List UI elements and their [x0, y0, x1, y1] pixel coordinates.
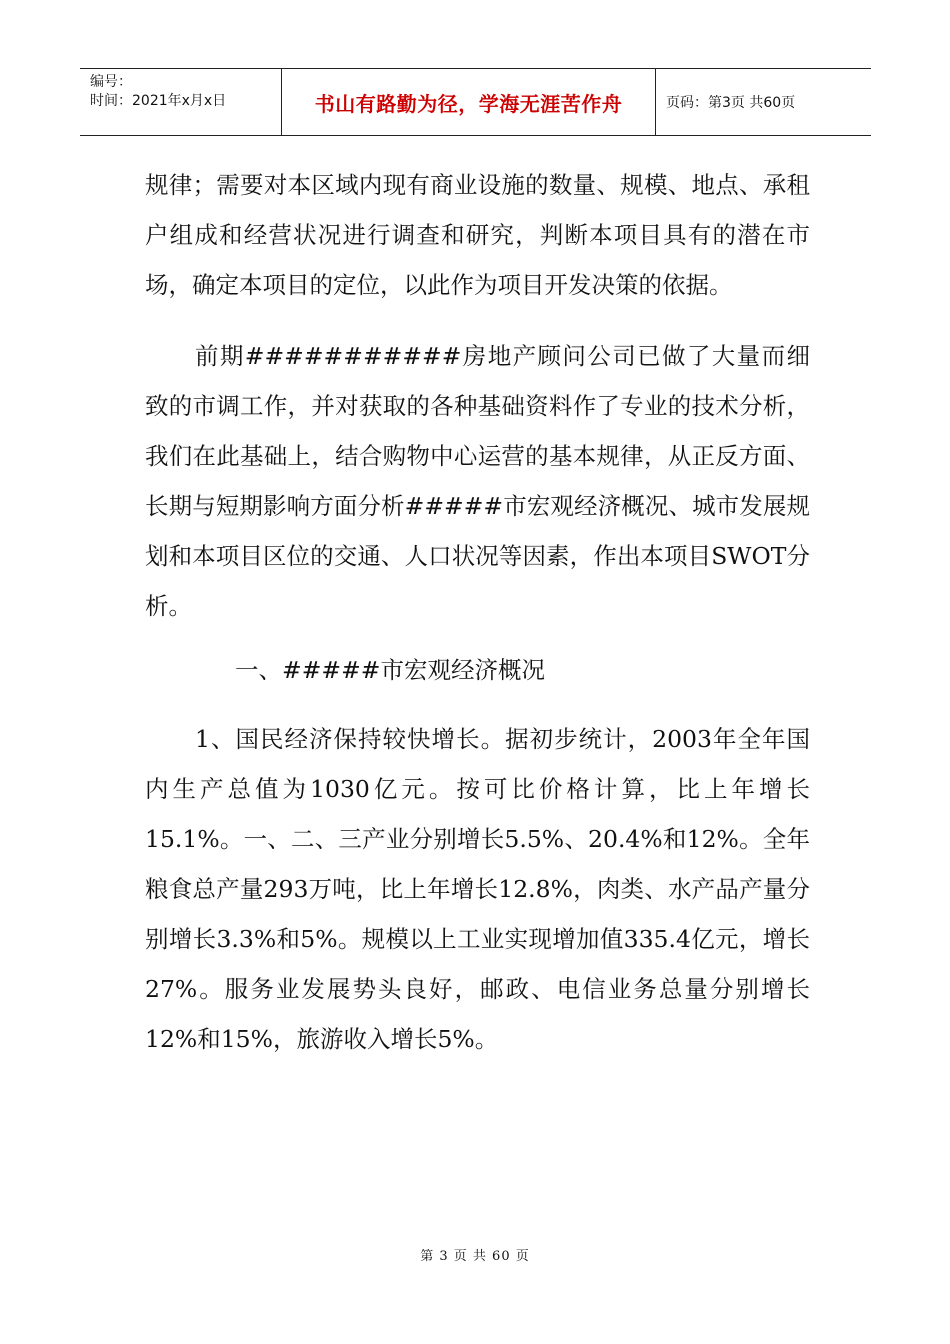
document-number-label: 编号： — [90, 74, 132, 90]
page-footer: 第 3 页 共 60 页 — [420, 1249, 530, 1264]
document-time-label: 时间：2021年x月x日 — [90, 93, 227, 109]
paragraph-economy-growth: 1、国民经济保持较快增长。据初步统计，2003年全年国内生产总值为1030亿元。按可比价格计算，比上年增长15.1%。一、二、三产业分别增长5.5%、20.4%和12%。全年粮食总产量293万吨，比上年增长12.8%，肉类、水产品产量分别增长3.3%和5%。规模以上工业实现增加值335.4亿元，增长27%。服务业发展势头良好，邮政、电信业务总量分别增长12%和15%，旅游收入增长5%。 — [145, 725, 810, 1053]
document-body — [145, 160, 810, 1064]
header-page-info: 页码：第3页 共60页 — [666, 95, 796, 111]
header-motto: 书山有路勤为径，学海无涯苦作舟 — [282, 69, 656, 135]
header-meta-cell — [80, 69, 282, 135]
section-heading: 一、#####市宏观经济概况 — [235, 656, 545, 684]
paragraph-market-research: 前期###########房地产顾问公司已做了大量而细致的市调工作，并对获取的各种基础资料作了专业的技术分析，我们在此基础上，结合购物中心运营的基本规律，从正反方面、长期与短期影响方面分析#####市宏观经济概况、城市发展规划和本项目区位的交通、人口状况等因素，作出本项目SWOT分析。 — [145, 342, 810, 620]
paragraph-continuation: 规律；需要对本区域内现有商业设施的数量、规模、地点、承租户组成和经营状况进行调查和研究，判断本项目具有的潜在市场，确定本项目的定位，以此作为项目开发决策的依据。 — [145, 171, 810, 299]
page-header — [80, 68, 871, 136]
